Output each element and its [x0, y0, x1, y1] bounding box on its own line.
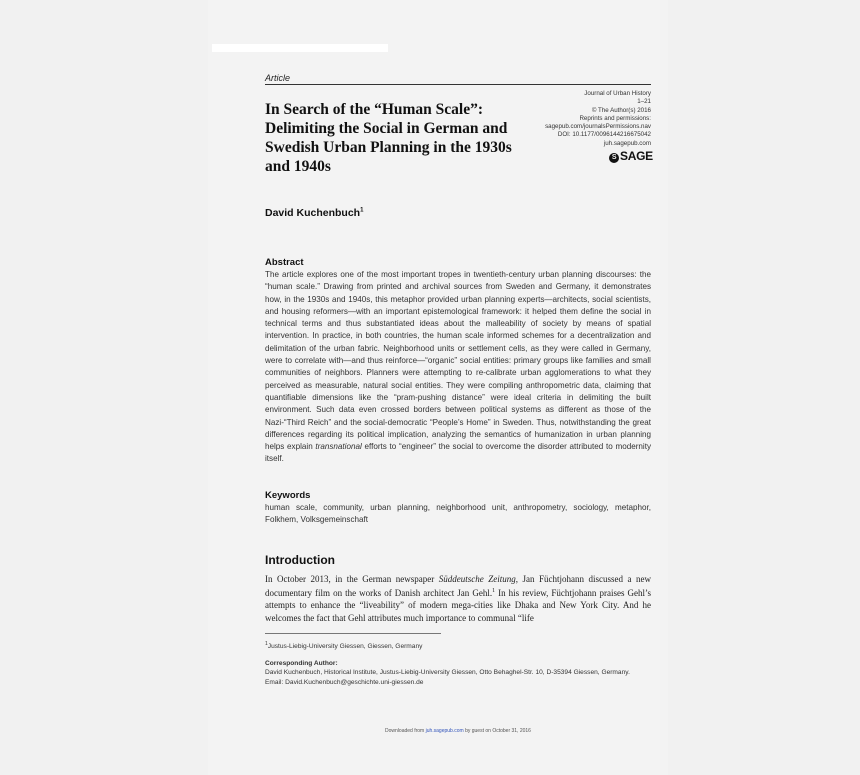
abstract-body: The article explores one of the most important tropes in twentieth-century urban planning discourses: the “human scale.” Drawing from printed and archival sources from Sweden and Germany, it demonstrates how, in the 1930s and 1940s, this metaphor provided urban planning experts—architects, social scientists, and housing reformers—with an important epistemological framework: it helped them define the social in technical terms and thus substantiated ideas about the malleability of society by means of spatial intervention. In practice, in both countries, the human scale informed schemes for a decentralization and delimitation of the urban fabric. Neighborhood units or settlement cells, as they were called in Germany, were to correlate with—and thus reinforce—“organic” social entities: primary groups like families and small communities of neighbors. Planners were attempting to re-calibrate urban agglomerations to what they perceived as measurable, natural social entities. They were compiling anthropometric data, claiming that quantifiable dimensions like the “pram-pushing distance” were ideal criteria in delimiting the built environment. Such data even crossed borders between political systems as different as those of the Nazi-“Third Reich” and the social-democratic “People’s Home” in Sweden. Thus, notwithstanding the great differences regarding its political implication, analyzing the semantics of humanization in urban planning helps explain — [265, 270, 651, 452]
section-label: Article — [265, 73, 291, 83]
author-name — [265, 207, 363, 219]
journal-site[interactable]: juh.sagepub.com — [603, 139, 651, 147]
sage-logo-icon: S — [609, 153, 619, 163]
download-suffix: by guest on October 31, 2016 — [463, 728, 531, 734]
footnote-rule — [265, 633, 441, 634]
author-affiliation-mark: 1 — [360, 207, 364, 214]
top-bar — [212, 44, 388, 52]
journal-name: Journal of Urban History — [584, 90, 651, 97]
download-prefix: Downloaded from — [385, 728, 426, 734]
journal-reprints: Reprints and permissions: — [579, 114, 651, 122]
intro-part-1: In October 2013, in the German newspaper — [265, 574, 439, 584]
abstract-heading: Abstract — [265, 257, 304, 268]
sage-logo-text: SAGE — [620, 149, 653, 163]
corresponding-author-email[interactable]: Email: David.Kuchenbuch@geschichte.uni-giessen.de — [265, 678, 424, 686]
footnote-block — [265, 640, 651, 687]
introduction-heading: Introduction — [265, 553, 335, 567]
sage-logo — [609, 149, 653, 163]
affiliation-line — [265, 640, 651, 652]
intro-part-2: , Jan Füchtjohann discussed a new documentary film on the works of Danish architect Jan Gehl. — [265, 574, 651, 599]
intro-newspaper: Süddeutsche Zeitung — [438, 574, 516, 584]
corresponding-author-heading: Corresponding Author: — [265, 659, 338, 667]
intro-part-3: In his review, Füchtjohann praises Gehl’s attempts to enhance the “liveability” of modern mega-cities like Dhaka and New York City. And he welcomes the fact that Gehl attributes much importance to communal “life — [265, 588, 651, 623]
download-link[interactable]: juh.sagepub.com — [425, 728, 464, 734]
corresponding-author-address: David Kuchenbuch, Historical Institute, Justus-Liebig-University Giessen, Otto Behaghel-Str. 10, D-35394 Giessen, Germany. — [265, 669, 630, 677]
keywords-text: human scale, community, urban planning, neighborhood unit, anthropometry, sociology, metaphor, Folkhem, Volksgemeinschaft — [265, 503, 651, 525]
journal-doi[interactable]: DOI: 10.1177/0096144216675042 — [557, 131, 651, 139]
affiliation-text: Justus-Liebig-University Giessen, Giessen, Germany — [267, 643, 423, 651]
keywords-heading: Keywords — [265, 490, 311, 501]
journal-pages: 1–21 — [637, 98, 651, 106]
abstract-text — [265, 269, 651, 466]
abstract-body-end: efforts to “engineer” the social to overcome the disorder attributed to modernity itself. — [265, 442, 652, 464]
journal-copyright: © The Author(s) 2016 — [591, 106, 651, 114]
introduction-text — [265, 573, 651, 624]
journal-permissions-link[interactable]: sagepub.com/journalsPermissions.nav — [545, 123, 651, 131]
header-rule — [265, 84, 651, 85]
author-name-text: David Kuchenbuch — [265, 207, 361, 219]
download-notice — [265, 728, 651, 734]
intro-footnote-mark: 1 — [492, 588, 496, 595]
abstract-emphasis: transnational — [315, 442, 362, 452]
affiliation-mark: 1 — [265, 641, 268, 647]
article-title: In Search of the “Human Scale”: Delimiting the Social in German and Swedish Urban Planning in the 1930s and 1940s — [265, 101, 512, 175]
